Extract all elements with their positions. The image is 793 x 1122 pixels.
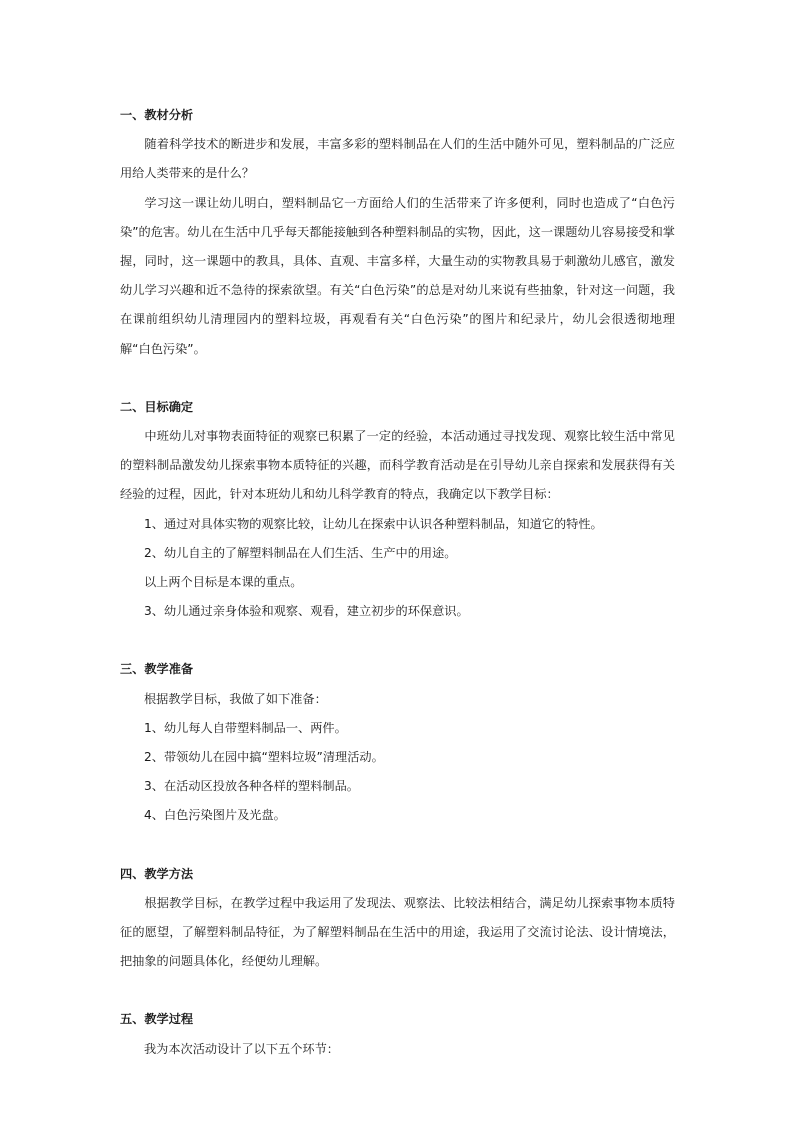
list-item: 根据教学目标，我做了如下准备：: [144, 691, 327, 706]
paragraph: 根据教学目标，在教学过程中我运用了发现法、观察法、比较法相结合，满足幼儿探索事物本质特征的愿望，了解塑料制品特征，为了解塑料制品在生活中的用途，我运用了交流讨论法、设计情境法，把抽象的问题具体化，经便幼儿理解。: [120, 895, 675, 969]
list-item: 1、幼儿每人自带塑料制品一、两件。: [144, 720, 347, 735]
section-teaching-process: [120, 1005, 675, 1063]
list-item: 3、幼儿通过亲身体验和观察、观看，建立初步的环保意识。: [144, 604, 469, 619]
section-heading: 五、教学过程: [120, 1012, 194, 1027]
section-heading: 一、教材分析: [120, 108, 194, 122]
section-preparation: [120, 655, 675, 830]
list-item: 2、带领幼儿在园中搞“塑料垃圾”清理活动。: [144, 750, 384, 765]
list-item: 以上两个目标是本课的重点。: [144, 575, 303, 590]
list-item: 3、在活动区投放各种各样的塑料制品。: [144, 779, 359, 794]
list-item: 2、幼儿自主的了解塑料制品在人们生活、生产中的用途。: [144, 545, 457, 560]
section-heading: 四、教学方法: [120, 866, 194, 881]
document-body: [120, 101, 675, 1064]
paragraph: 中班幼儿对事物表面特征的观察已积累了一定的经验，本活动通过寻找发现、观察比较生活中常见的塑料制品激发幼儿探索事物本质特征的兴趣，而科学教育活动是在引导幼儿亲自探索和发展获得有关经验的过程，因此，针对本班幼儿和幼儿科学教育的特点，我确定以下教学目标：: [120, 429, 675, 502]
list-item: 4、白色污染图片及光盘。: [144, 808, 286, 823]
paragraph: 学习这一课让幼儿明白，塑料制品它一方面给人们的生活带来了许多便利，同时也造成了“白色污染”的危害。幼儿在生活中几乎每天都能接触到各种塑料制品的实物，因此，这一课题幼儿容易接受和掌握，同时，这一课题中的教具，具体、直观、丰富多样，大量生动的实物教具易于刺激幼儿感官，激发幼儿学习兴趣和近不急待的探索欲望。有关“白色污染”的总是对幼儿来说有些抽象，针对这一问题，我在课前组织幼儿清理园内的塑料垃圾，再观看有关“白色污染”的图片和纪录片，幼儿会很透彻地理解“白色污染”。: [120, 195, 675, 356]
section-teaching-methods: [120, 860, 675, 977]
list-item: 我为本次活动设计了以下五个环节：: [144, 1041, 339, 1056]
list-item: 1、通过对具体实物的观察比较，让幼儿在探索中认识各种塑料制品，知道它的特性。: [144, 516, 603, 531]
section-heading: 二、目标确定: [120, 399, 194, 414]
section-heading: 三、教学准备: [120, 662, 194, 677]
paragraph: 随着科学技术的断进步和发展，丰富多彩的塑料制品在人们的生活中随外可见，塑料制品的广泛应用给人类带来的是什么？: [120, 137, 675, 181]
section-goals: [120, 393, 675, 627]
section-textbook-analysis: [120, 101, 675, 364]
